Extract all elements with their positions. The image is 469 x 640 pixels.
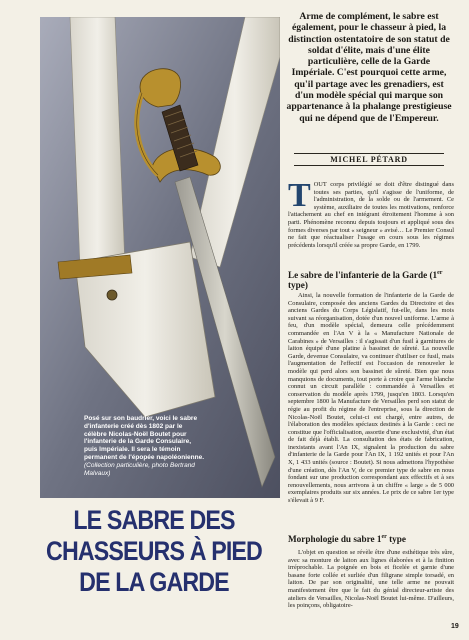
caption-text: Posé sur son baudrier, voici le sabre d'infanterie créé dès 1802 par le célèbre Nicolas-Noël Boutet pour l'infanterie de la Garde Consulaire, puis Impériale. Il sera le témoin permanent de l'épopée napoléonienne.: [84, 415, 205, 461]
section-heading-1-end: type): [288, 280, 308, 291]
section-1-body: [288, 292, 454, 505]
section-heading-2-sup: er: [381, 534, 387, 540]
author-name: MICHEL PÉTARD: [330, 155, 408, 164]
title-line-3: DE LA GARDE: [79, 567, 229, 597]
photo-caption: [84, 415, 204, 477]
section-2-text: L'objet en question se révèle être d'une esthétique très sûre, avec sa monture de laiton aux lignes élaborées et à la finition irréprochable. La poignée en bois et ficelée et garnie d'une basane forte collée et surliée d'un filigrane simple torsadé, en laiton. De par son originalité, une telle arme ne pouvait manifestement être que le fait du génial directeur-artiste des ateliers de Versailles, Nicolas-Noël Boutet lui-même. D'ailleurs, les poinçons, obligatoire-: [288, 549, 454, 610]
intro-paragraph: Arme de complément, le sabre est également, pour le chasseur à pied, la distinction ostentatoire de son statut de soldat d'élite, mais d'une élite particulière, celle de la Garde Impériale. C'est pourquoi cette arme, qu'il partage avec les grenadiers, est d'un modèle spécial qui marque son appartenance à la phalange prestigieuse qui ne dépend que de l'Empereur.: [286, 11, 452, 124]
section-2-body: [288, 549, 454, 610]
author-byline: [286, 152, 452, 167]
article-title: [44, 505, 264, 598]
section-heading-2-text: Morphologie du sabre 1: [288, 534, 382, 545]
section-heading-1: [288, 268, 454, 290]
sabre-photo: [40, 17, 280, 498]
section-heading-2: [288, 532, 454, 544]
section-1-text: Ainsi, la nouvelle formation de l'infanterie de la Garde de Consulaire, composée des anciens Gardes du Directoire et des anciens Gardes du Corps Législatif, fut-elle, dans les mois suivant sa réorganisation, dotée d'un nouvel uniforme. L'arme à feu, d'un modèle spécial, demeura celle précédemment commandée en l'An V à la « Manufacture Nationale de Carabines » de Versailles : il s'agissait d'un fusil à garnitures de laiton équipé d'une platine à bassinet de sûreté. La nouvelle Garde, devenue Consulaire, va continuer d'utiliser ce fusil, mais l'augmentation de l'effectif est l'occasion de renouveler le modèle qui perd alors son bassinet de sûreté. Bien que nous manquions de documents, tout porte à croire que l'arme blanche connut un circuit parallèle : commandée à Versailles et conservation du modèle après 1799, jusqu'en 1803. Lorsqu'en septembre 1800 la Manufacture de Versailles perd son statut de régie au profit du régime de l'entreprise, sous la direction de Nicolas-Noël Boutet, celui-ci est chargé, entre autres, de l'élaboration des modèles spéciaux destinés à la Garde : ceci ne constitue que l'officialisation, assortie d'une exclusivité, d'un état de fait déjà établi. La consultation des états de fabrication, inexistants avant l'An IX, signalent la production du sabre d'infanterie de la Garde pour l'An IX, 1 192 unités et pour l'An X, 1 433 unités (source : Boutet). Si nous admettons l'hypothèse d'une création, dès l'An V, de ce premier type de sabre en nous fondant sur une production correspondant aux effectifs et à ses renouvellements, nous arrivons à un chiffre « large » de 5 000 exemplaires produits sur six années. Le prix de ce sabre 1er type s'élevait à 9 F.: [288, 292, 454, 505]
drop-cap: T: [288, 177, 311, 214]
title-line-1: LE SABRE DES: [73, 505, 235, 535]
section-heading-1-sup: er: [437, 270, 443, 276]
page-number: 19: [451, 623, 459, 630]
section-heading-2-end: type: [386, 534, 406, 545]
lead-paragraph: [288, 177, 454, 249]
caption-credit: (Collection particulière, photo Bertrand Malvaux): [84, 461, 195, 477]
section-heading-1-text: Le sabre de l'infanterie de la Garde (1: [288, 270, 438, 281]
lead-text: OUT corps privilégié se doit d'être distingué dans toutes ses parties, qu'il s'agisse de l'uniforme, de l'administration, de la solde ou de l'armement. Ce système, auxiliaire de toutes les motivations, renforce l'attachement au chef en intégrant étroitement l'homme à son parti. Phénomène reconnu depuis toujours et appliqué sous des formes diverses par tout « seigneur » avisé… Le Premier Consul ne fait que réactualiser l'usage en cours sous les régimes précédents lorsqu'il créée sa propre Garde, en 1799.: [288, 181, 454, 249]
title-line-2: CHASSEURS À PIED: [46, 536, 262, 566]
